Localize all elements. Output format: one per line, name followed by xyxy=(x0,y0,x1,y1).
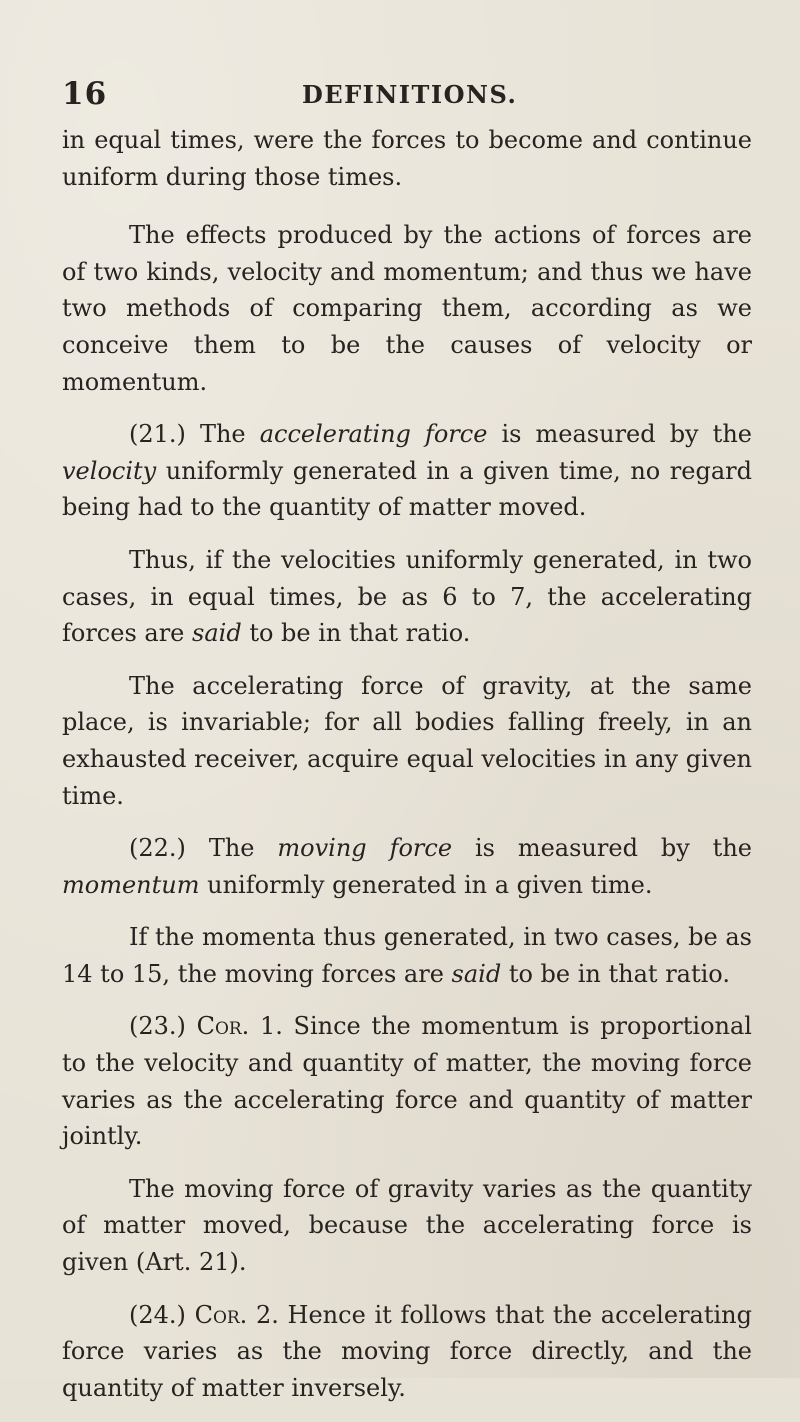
article-number: (24.) xyxy=(129,1300,186,1329)
running-head: DEFINITIONS. xyxy=(302,80,518,109)
page-header xyxy=(0,76,800,116)
paragraph-art-21: (21.) The accelerating force is measured by the velocity uniformly generated in a given time, no regard being had to the quantity of matter moved. xyxy=(62,420,752,522)
article-number: (22.) xyxy=(129,834,186,863)
paragraph-effects-of-forces: The effects produced by the actions of forces are of two kinds, velocity and momentum; and thus we have two methods of comparing them, according as we conceive them to be the causes of velocity or momentum. xyxy=(62,221,752,396)
article-number: (21.) xyxy=(129,420,186,449)
page-number: 16 xyxy=(62,76,108,112)
term-momentum: momentum xyxy=(62,870,200,899)
paragraph-art-22: (22.) The moving force is measured by the momentum uniformly generated in a given time. xyxy=(62,834,752,899)
term-accelerating-force: accelerating force xyxy=(259,420,488,449)
paragraph-art-23: (23.) Cor. 1. Since the momentum is proportional to the velocity and quantity of matter, the moving force varies as the accelerating force and quantity of matter jointly. xyxy=(62,1012,752,1151)
term-velocity: velocity xyxy=(62,456,157,485)
paragraph-gravity-moving: The moving force of gravity varies as the quantity of matter moved, because the accelerating force is given (Art. 21). xyxy=(62,1174,752,1277)
paragraph-continuation: in equal times, were the forces to become and continue uniform during those times. xyxy=(62,126,752,191)
body-text xyxy=(62,122,752,1422)
paragraph-art-24: (24.) Cor. 2. Hence it follows that the accelerating force varies as the moving force directly, and the quantity of matter inversely. xyxy=(62,1300,752,1402)
article-number: (23.) xyxy=(129,1012,186,1041)
corollary-label: Cor. 1. xyxy=(196,1012,283,1041)
term-moving-force: moving force xyxy=(277,834,453,863)
paragraph-gravity-accelerating: The accelerating force of gravity, at the same place, is invariable; for all bodies falling freely, in an exhausted receiver, acquire equal velocities in any given time. xyxy=(62,671,752,810)
paragraph-velocities-example: Thus, if the velocities uniformly generated, in two cases, in equal times, be as 6 to 7, the accelerating forces are said to be in that ratio. xyxy=(62,545,752,648)
paragraph-momenta-example: If the momenta thus generated, in two cases, be as 14 to 15, the moving forces are said to be in that ratio. xyxy=(62,923,752,988)
corollary-label: Cor. 2. xyxy=(194,1300,279,1329)
